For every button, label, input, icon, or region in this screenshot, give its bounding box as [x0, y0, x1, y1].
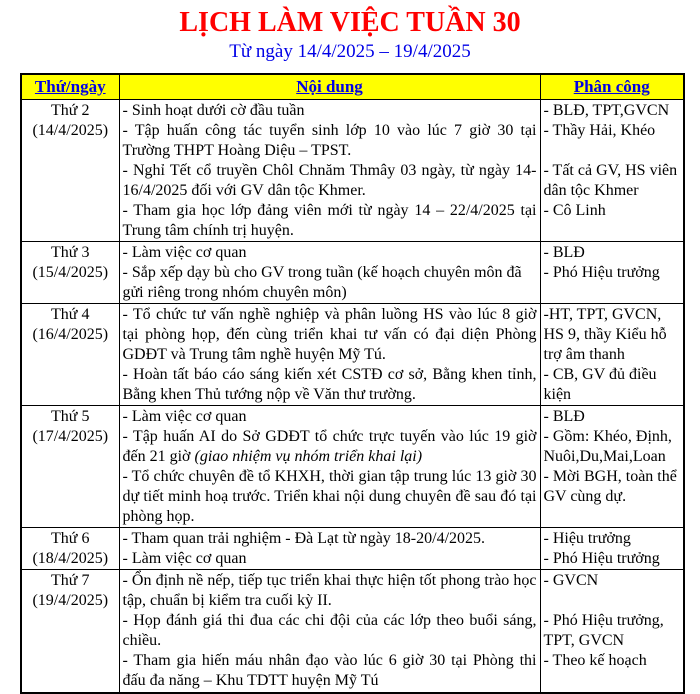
- content-cell: [119, 304, 540, 406]
- content-item: - Làm việc cơ quan: [122, 408, 247, 425]
- column-header-assignment: Phân công: [540, 74, 684, 100]
- schedule-row-6: [21, 570, 684, 693]
- content-item: - Tham quan trải nghiệm - Đà Lạt từ ngày 18-20/4/2025.: [122, 530, 486, 547]
- day-date: (15/4/2025): [32, 264, 109, 281]
- day-date: (14/4/2025): [32, 122, 109, 139]
- schedule-row-1: [21, 100, 684, 242]
- content-item: - Làm việc cơ quan: [122, 244, 247, 261]
- content-cell: [119, 406, 540, 528]
- schedule-body: [21, 100, 684, 693]
- day-cell: [21, 304, 119, 406]
- assignment-cell: [540, 304, 684, 406]
- day-date: (16/4/2025): [32, 326, 109, 343]
- content-item: - Sắp xếp dạy bù cho GV trong tuần (kế hoạch chuyên môn đã gửi riêng trong nhóm chuyên môn): [122, 264, 522, 301]
- day-cell: [21, 406, 119, 528]
- document-page: [0, 6, 700, 694]
- assignment-item: - CB, GV đủ điều kiện: [543, 366, 657, 403]
- assignment-item: - Gồm: Khéo, Định, Nuôi,Du,Mai,Loan: [543, 428, 672, 465]
- day-cell: [21, 570, 119, 693]
- day-date: (18/4/2025): [32, 550, 109, 567]
- day-cell: [21, 528, 119, 570]
- content-item: - Tập huấn AI do Sở GDĐT tổ chức trực tuyến vào lúc 19 giờ đến 21 giờ (giao nhiệm vụ nhóm triển khai lại): [122, 428, 537, 465]
- column-header-content: Nội dung: [119, 74, 540, 100]
- assignment-item: - BLĐ: [543, 244, 585, 261]
- content-item: - Tổ chức chuyên đề tổ KHXH, thời gian tập trung lúc 13 giờ 30 dự tiết minh hoạ trước. Triển khai nội dung chuyên đề sau đó tại phòng họp.: [122, 468, 537, 525]
- assignment-item: - Theo kế hoạch: [543, 652, 647, 669]
- assignment-item: - BLĐ, TPT,GVCN: [543, 102, 670, 119]
- schedule-row-3: [21, 304, 684, 406]
- assignment-cell: [540, 570, 684, 693]
- schedule-table: [20, 73, 685, 694]
- day-date: (17/4/2025): [32, 428, 109, 445]
- assignment-item: - Hiệu trưởng: [543, 530, 631, 547]
- assignment-item: - Phó Hiệu trưởng: [543, 264, 660, 281]
- assignment-item: [544, 141, 681, 161]
- content-item: - Tổ chức tư vấn nghề nghiệp và phân luồng HS vào lúc 8 giờ tại phòng họp, đến cùng triển khai tư vấn có đại diện Phòng GDĐT và Trung tâm nghề huyện Mỹ Tú.: [122, 306, 537, 363]
- day-cell: [21, 242, 119, 304]
- content-cell: [119, 100, 540, 242]
- assignment-item: [544, 591, 681, 611]
- day-cell: [21, 100, 119, 242]
- assignment-item: - Phó Hiệu trưởng, TPT, GVCN: [543, 612, 664, 649]
- day-name: Thứ 4: [51, 306, 90, 323]
- assignment-item: - Tất cả GV, HS viên dân tộc Khmer: [543, 162, 678, 199]
- content-cell: [119, 242, 540, 304]
- column-header-day: Thứ/ngày: [21, 74, 119, 100]
- assignment-item: - Cô Linh: [543, 202, 606, 219]
- assignment-item: -HT, TPT, GVCN, HS 9, thầy Kiểu hỗ trợ âm thanh: [543, 306, 667, 363]
- content-item: - Làm việc cơ quan: [122, 550, 247, 567]
- content-cell: [119, 528, 540, 570]
- day-name: Thứ 7: [51, 572, 90, 589]
- day-name: Thứ 5: [51, 408, 90, 425]
- assignment-item: - BLĐ: [543, 408, 585, 425]
- assignment-item: - Thầy Hải, Khéo: [543, 122, 656, 139]
- day-name: Thứ 2: [51, 102, 90, 119]
- content-item: - Tập huấn công tác tuyển sinh lớp 10 vào lúc 7 giờ 30 tại Trường THPT Hoàng Diệu – TPST.: [122, 122, 537, 159]
- schedule-row-2: [21, 242, 684, 304]
- content-item: - Tham gia hiến máu nhân đạo vào lúc 6 giờ 30 tại Phòng thi đấu đa năng – Khu TDTT huyện Mỹ Tú: [122, 652, 537, 689]
- assignment-cell: [540, 406, 684, 528]
- assignment-cell: [540, 242, 684, 304]
- assignment-item: - GVCN: [543, 572, 599, 589]
- content-item: - Ổn định nề nếp, tiếp tục triển khai thực hiện tốt phong trào học tập, chuẩn bị kiểm tra cuối kỳ II.: [122, 572, 537, 609]
- assignment-item: - Phó Hiệu trưởng: [543, 550, 660, 567]
- page-title: LỊCH LÀM VIỆC TUẦN 30: [179, 7, 521, 38]
- content-item: - Nghỉ Tết cổ truyền Chôl Chnăm Thmây 03 ngày, từ ngày 14-16/4/2025 đối với GV dân tộc Khmer.: [122, 162, 537, 199]
- content-item: - Họp đánh giá thi đua các chi đội của các lớp theo buổi sáng, chiều.: [122, 612, 537, 649]
- assignment-cell: [540, 100, 684, 242]
- assignment-cell: [540, 528, 684, 570]
- table-header-row: [21, 74, 684, 100]
- content-cell: [119, 570, 540, 693]
- page-subtitle: Từ ngày 14/4/2025 – 19/4/2025: [229, 41, 471, 62]
- schedule-row-4: [21, 406, 684, 528]
- schedule-row-5: [21, 528, 684, 570]
- assignment-item: - Mời BGH, toàn thể GV cùng dự.: [543, 468, 677, 505]
- day-name: Thứ 6: [51, 530, 90, 547]
- content-item: - Hoàn tất báo cáo sáng kiến xét CSTĐ cơ sở, Bằng khen tỉnh, Bằng khen Thủ tướng nộp về Văn thư trường.: [122, 366, 537, 403]
- day-name: Thứ 3: [51, 244, 90, 261]
- content-item: - Tham gia học lớp đảng viên mới từ ngày 14 – 22/4/2025 tại Trung tâm chính trị huyện.: [122, 202, 537, 239]
- content-item: - Sinh hoạt dưới cờ đầu tuần: [122, 102, 305, 119]
- day-date: (19/4/2025): [32, 592, 109, 609]
